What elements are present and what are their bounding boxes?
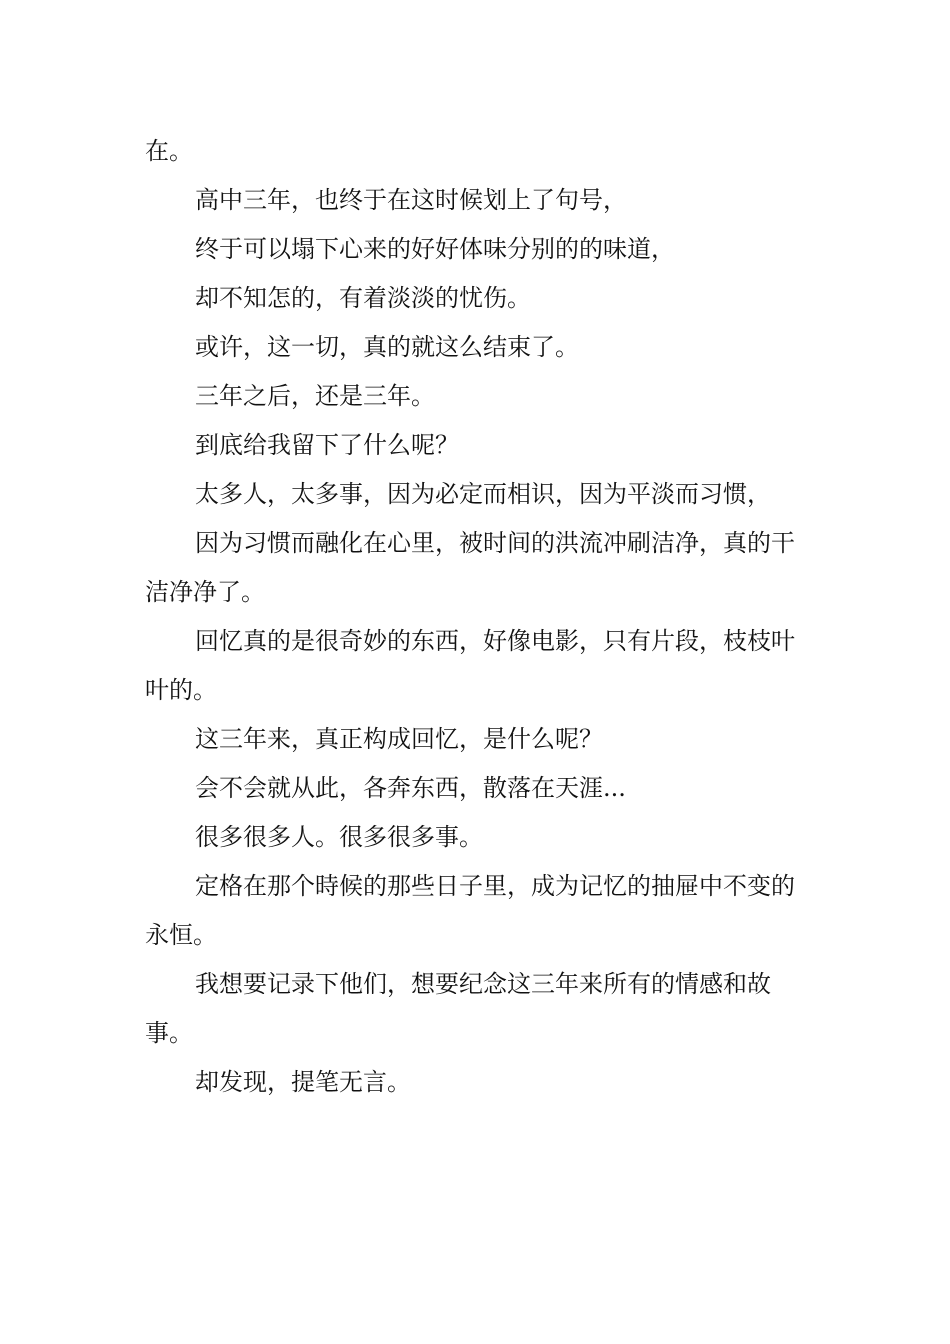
paragraph: 到底给我留下了什么呢？ <box>195 431 459 459</box>
paragraph: 或许，这一切，真的就这么结束了。 <box>195 333 579 361</box>
paragraph: 高中三年，也终于在这时候划上了句号， <box>195 186 627 214</box>
paragraph: 太多人，太多事，因为必定而相识，因为平淡而习惯， <box>195 480 771 508</box>
paragraph: 我想要记录下他们，想要纪念这三年来所有的情感和故事。 <box>145 970 771 1047</box>
paragraph: 会不会就从此，各奔东西，散落在天涯... <box>195 774 626 802</box>
paragraph: 终于可以塌下心来的好好体味分别的的味道， <box>195 235 675 263</box>
paragraph: 很多很多人。很多很多事。 <box>195 823 483 851</box>
paragraph: 却发现，提笔无言。 <box>195 1068 411 1096</box>
paragraph: 定格在那个時候的那些日子里，成为记忆的抽屉中不变的永恒。 <box>145 872 795 949</box>
paragraph: 回忆真的是很奇妙的东西，好像电影，只有片段，枝枝叶叶的。 <box>145 627 795 704</box>
document-body <box>145 127 807 1107</box>
paragraph: 这三年来，真正构成回忆，是什么呢？ <box>195 725 603 753</box>
paragraph: 三年之后，还是三年。 <box>195 382 435 410</box>
paragraph: 因为习惯而融化在心里，被时间的洪流冲刷洁净，真的干洁净净了。 <box>145 529 795 606</box>
paragraph: 在。 <box>145 137 193 165</box>
paragraph: 却不知怎的，有着淡淡的忧伤。 <box>195 284 531 312</box>
